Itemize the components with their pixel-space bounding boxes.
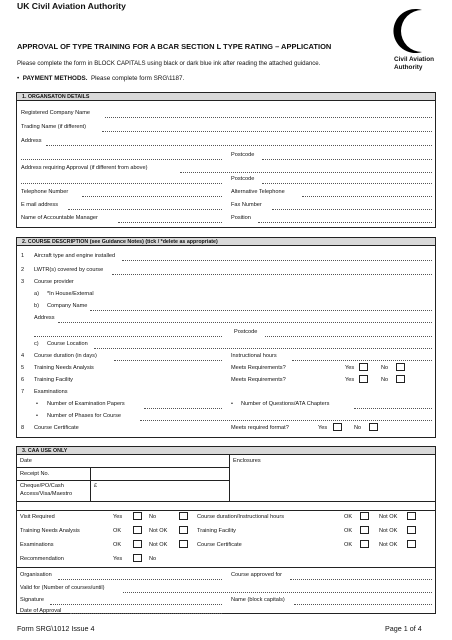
duration-ok-checkbox[interactable] bbox=[360, 512, 369, 520]
facility-yes-label: Yes bbox=[345, 377, 355, 383]
date-approval-label: Date of Approval bbox=[20, 608, 62, 614]
valid-for-input[interactable] bbox=[123, 592, 432, 593]
trading-label: Trading Name (if different) bbox=[21, 124, 86, 130]
certificate-check-label: Course Certificate bbox=[197, 542, 242, 548]
questions-input[interactable] bbox=[354, 408, 432, 409]
recommendation-no-label: No bbox=[149, 556, 157, 562]
recommendation-yes-checkbox[interactable] bbox=[133, 554, 142, 562]
tna-ok-checkbox[interactable] bbox=[133, 526, 142, 534]
email-input[interactable] bbox=[68, 209, 222, 210]
logo-text-line2: Authority bbox=[394, 64, 423, 71]
page-title: APPROVAL OF TYPE TRAINING FOR A BCAR SECTION L TYPE RATING – APPLICATION bbox=[17, 42, 332, 51]
facility-notok-checkbox[interactable] bbox=[407, 526, 416, 534]
certificate-yes-checkbox[interactable] bbox=[333, 423, 342, 431]
tna-ok-label: OK bbox=[113, 528, 122, 534]
postcode-2-label: Postcode bbox=[231, 176, 255, 182]
tna-no-label: No bbox=[381, 365, 389, 371]
instructions: Please complete the form in BLOCK CAPITALS using black or dark blue ink after reading the attached guidance. bbox=[17, 60, 321, 67]
approved-for-input[interactable] bbox=[290, 579, 432, 580]
email-label: E mail address bbox=[21, 202, 58, 208]
duration-label: Course duration (in days) bbox=[34, 353, 97, 359]
inhouse-label[interactable]: *In House/External bbox=[47, 291, 94, 297]
table-line bbox=[229, 455, 230, 501]
phases-bullet: • bbox=[36, 413, 38, 419]
company-input[interactable] bbox=[90, 310, 432, 311]
tna-yes-checkbox[interactable] bbox=[359, 363, 368, 371]
footer-form-id: Form SRG\1012 Issue 4 bbox=[17, 624, 95, 633]
exam-papers-label: Number of Examination Papers bbox=[47, 401, 125, 407]
table-line bbox=[16, 510, 436, 511]
exams-ok-label: OK bbox=[113, 542, 122, 548]
payment-label: PAYMENT METHODS. bbox=[22, 75, 88, 82]
table-line bbox=[90, 467, 91, 501]
duration-check-label: Course duration/Instructional hours bbox=[197, 514, 285, 520]
caa-logo-icon bbox=[370, 6, 438, 56]
address-approval-label: Address requiring Approval (if different from above) bbox=[21, 165, 148, 171]
authority-name: UK Civil Aviation Authority bbox=[17, 1, 126, 11]
alt-telephone-input[interactable] bbox=[302, 196, 432, 197]
visit-no-label: No bbox=[149, 514, 157, 520]
tna-no-checkbox[interactable] bbox=[396, 363, 405, 371]
valid-for-label: Valid for (Number of courses/until) bbox=[20, 585, 105, 591]
organisation-input[interactable] bbox=[58, 579, 222, 580]
location-input[interactable] bbox=[94, 348, 432, 349]
item-3b: b) bbox=[34, 303, 39, 309]
certificate-no-checkbox[interactable] bbox=[369, 423, 378, 431]
signature-label: Signature bbox=[20, 597, 44, 603]
trading-input[interactable] bbox=[102, 131, 432, 132]
provider-postcode-input[interactable] bbox=[265, 336, 432, 337]
tna-notok-label: Not OK bbox=[149, 528, 168, 534]
registered-label: Registered Company Name bbox=[21, 110, 91, 116]
item-5-num: 5 bbox=[21, 365, 25, 371]
certificate-yes-label: Yes bbox=[318, 425, 328, 431]
cheque-label-1: Cheque/PO/Cash bbox=[20, 483, 64, 489]
location-label: Course Location bbox=[47, 341, 88, 347]
telephone-label: Telephone Number bbox=[21, 189, 69, 195]
registered-input[interactable] bbox=[105, 117, 432, 118]
facility-notok-label: Not OK bbox=[379, 528, 398, 534]
fax-label: Fax Number bbox=[231, 202, 262, 208]
telephone-input[interactable] bbox=[82, 196, 222, 197]
item-2-num: 2 bbox=[21, 267, 25, 273]
date-approval-input[interactable] bbox=[70, 613, 222, 614]
exams-check-label: Examinations bbox=[20, 542, 54, 548]
recommendation-label: Recommendation bbox=[20, 556, 64, 562]
provider-address-label: Address bbox=[34, 315, 55, 321]
payment-text: Please complete form SRG\1187. bbox=[90, 75, 185, 82]
item-4-num: 4 bbox=[21, 353, 25, 359]
visit-label: Visit Required bbox=[20, 514, 55, 520]
name-block-label: Name (block capitals) bbox=[231, 597, 285, 603]
tna-check-label: Training Needs Analysis bbox=[20, 528, 80, 534]
address-input-2[interactable] bbox=[21, 159, 222, 160]
exams-notok-label: Not OK bbox=[149, 542, 168, 548]
signature-input[interactable] bbox=[50, 604, 222, 605]
tna-yes-label: Yes bbox=[345, 365, 355, 371]
tna-label: Training Needs Analysis bbox=[34, 365, 94, 371]
address-input-1[interactable] bbox=[46, 145, 432, 146]
exam-papers-bullet: • bbox=[36, 401, 38, 407]
table-line bbox=[16, 467, 229, 468]
exams-notok-checkbox[interactable] bbox=[179, 540, 188, 548]
aircraft-label: Aircraft type and engine installed bbox=[34, 253, 116, 259]
exams-ok-checkbox[interactable] bbox=[133, 540, 142, 548]
address-approval-input[interactable] bbox=[180, 172, 432, 173]
section-3-heading: 3. CAA USE ONLY bbox=[16, 446, 436, 455]
date-label: Date bbox=[20, 458, 32, 464]
facility-label: Training Facility bbox=[34, 377, 73, 383]
alt-telephone-label: Alternative Telephone bbox=[231, 189, 285, 195]
table-line bbox=[16, 567, 436, 568]
provider-label: Course provider bbox=[34, 279, 74, 285]
postcode-label: Postcode bbox=[231, 152, 255, 158]
duration-ok-label: OK bbox=[344, 514, 353, 520]
footer-page-number: Page 1 of 4 bbox=[385, 624, 422, 633]
duration-notok-checkbox[interactable] bbox=[407, 512, 416, 520]
certificate-ok-checkbox[interactable] bbox=[360, 540, 369, 548]
address-approval-input-2[interactable] bbox=[21, 183, 222, 184]
duration-notok-label: Not OK bbox=[379, 514, 398, 520]
provider-postcode-label: Postcode bbox=[234, 329, 258, 335]
provider-address-input-2[interactable] bbox=[34, 336, 222, 337]
bullet: • bbox=[17, 75, 23, 82]
facility-no-checkbox[interactable] bbox=[396, 375, 405, 383]
certificate-format-label: Meets required format? bbox=[231, 425, 289, 431]
questions-bullet: • bbox=[231, 401, 233, 407]
tna-notok-checkbox[interactable] bbox=[179, 526, 188, 534]
instructional-input[interactable] bbox=[292, 360, 432, 361]
organisation-label: Organisation bbox=[20, 572, 52, 578]
facility-check-label: Training Facility bbox=[197, 528, 236, 534]
visit-yes-label: Yes bbox=[113, 514, 123, 520]
item-7-num: 7 bbox=[21, 389, 25, 395]
manager-label: Name of Accountable Manager bbox=[21, 215, 98, 221]
exam-papers-input[interactable] bbox=[144, 408, 222, 409]
visit-no-checkbox[interactable] bbox=[179, 512, 188, 520]
questions-label: Number of Questions/ATA Chapters bbox=[241, 401, 330, 407]
certificate-notok-label: Not OK bbox=[379, 542, 398, 548]
table-line bbox=[16, 480, 229, 481]
recommendation-yes-label: Yes bbox=[113, 556, 123, 562]
address-label: Address bbox=[21, 138, 42, 144]
item-3c: c) bbox=[34, 341, 39, 347]
facility-ok-label: OK bbox=[344, 528, 353, 534]
logo-text-line1: Civil Aviation bbox=[394, 56, 435, 63]
table-line bbox=[16, 501, 436, 502]
caa-logo bbox=[370, 6, 438, 78]
section-2-heading: 2. COURSE DESCRIPTION (see Guidance Notes) (tick / *delete as appropriate) bbox=[16, 237, 436, 246]
pound-sign: £ bbox=[94, 483, 98, 489]
phases-label: Number of Phases for Course bbox=[47, 413, 121, 419]
manager-input[interactable] bbox=[118, 222, 222, 223]
facility-meets-label: Meets Requirements? bbox=[231, 377, 286, 383]
cheque-label-2: Access/Visa/Maestro bbox=[20, 491, 73, 497]
item-1-num: 1 bbox=[21, 253, 25, 259]
name-block-input[interactable] bbox=[294, 604, 432, 605]
aircraft-input[interactable] bbox=[122, 260, 432, 261]
postcode-input[interactable] bbox=[262, 159, 432, 160]
item-6-num: 6 bbox=[21, 377, 25, 383]
facility-yes-checkbox[interactable] bbox=[359, 375, 368, 383]
provider-address-input[interactable] bbox=[58, 322, 432, 323]
company-label: Company Name bbox=[47, 303, 88, 309]
position-label: Position bbox=[231, 215, 251, 221]
tna-meets-label: Meets Requirements? bbox=[231, 365, 286, 371]
facility-no-label: No bbox=[381, 377, 389, 383]
instructional-label: Instructional hours bbox=[231, 353, 277, 359]
receipt-label: Receipt No. bbox=[20, 471, 50, 477]
duration-input[interactable] bbox=[114, 360, 222, 361]
exams-label: Examinations bbox=[34, 389, 68, 395]
postcode-2-input[interactable] bbox=[262, 183, 432, 184]
visit-yes-checkbox[interactable] bbox=[133, 512, 142, 520]
certificate-ok-label: OK bbox=[344, 542, 353, 548]
fax-input[interactable] bbox=[272, 209, 432, 210]
certificate-notok-checkbox[interactable] bbox=[407, 540, 416, 548]
lwtr-label: LWTR(s) covered by course bbox=[34, 267, 104, 273]
certificate-label: Course Certificate bbox=[34, 425, 79, 431]
position-input[interactable] bbox=[258, 222, 432, 223]
facility-ok-checkbox[interactable] bbox=[360, 526, 369, 534]
payment-line bbox=[17, 75, 184, 82]
approved-for-label: Course approved for bbox=[231, 572, 282, 578]
phases-input[interactable] bbox=[140, 420, 432, 421]
lwtr-input[interactable] bbox=[112, 274, 432, 275]
section-1-heading: 1. ORGANSATON DETAILS bbox=[16, 92, 436, 101]
enclosures-label: Enclosures bbox=[233, 458, 261, 464]
certificate-no-label: No bbox=[354, 425, 362, 431]
item-3a: a) bbox=[34, 291, 39, 297]
item-8-num: 8 bbox=[21, 425, 25, 431]
item-3-num: 3 bbox=[21, 279, 25, 285]
